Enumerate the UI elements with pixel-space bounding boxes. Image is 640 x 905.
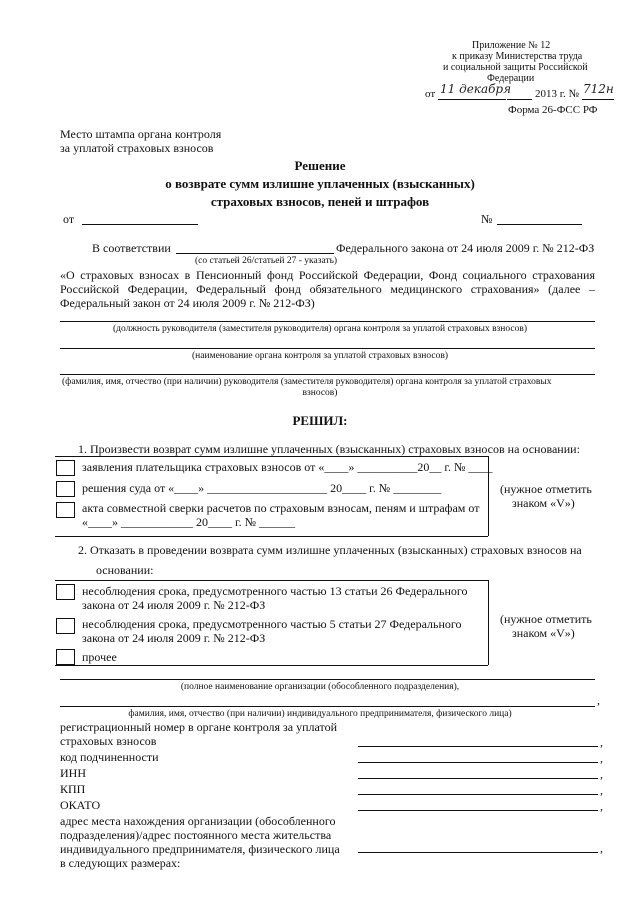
org-name-field[interactable]: [60, 679, 595, 680]
fio-caption: фамилия, имя, отчество (при наличии) индивидуального предпринимателя, физического лица): [128, 709, 512, 719]
item2-option-art26-2: закона от 24 июля 2009 г. № 212-ФЗ: [82, 598, 266, 612]
item1-option-court: решения суда от «____» ____________________ 20____ г. № ________: [82, 481, 442, 495]
accordance-prefix: В соответствии: [92, 241, 171, 255]
reg-number-field[interactable]: [358, 746, 598, 747]
reg-number-label: регистрационный номер в органе контроля за уплатой: [60, 720, 338, 734]
item1-option-application: заявления плательщика страховых взносов от «____» __________20__ г. № ____: [82, 460, 493, 474]
item2-note-2: знаком «V»): [512, 626, 575, 640]
item1-checkbox-court[interactable]: [56, 481, 75, 497]
from-date-field[interactable]: [82, 224, 198, 225]
annex-line-3: и социальной защиты Российской: [443, 62, 588, 73]
fio-field[interactable]: [60, 706, 595, 707]
item1-checkbox-reconciliation[interactable]: [56, 502, 75, 518]
item1-option-reconciliation: акта совместной сверки расчетов по страховым взносам, пеням и штрафам от: [82, 501, 480, 515]
head-fio-caption: (фамилия, имя, отчество (при наличии) руководителя (заместителя руководителя) органа контроля за уплатой страховых: [62, 377, 552, 387]
item1-note: (нужное отметить: [500, 482, 592, 496]
amounts-label: в следующих размерах:: [60, 856, 181, 870]
sub-code-label: код подчиненности: [60, 750, 159, 764]
fio-field-comma: ,: [597, 693, 600, 707]
item2-text-2: основании:: [96, 563, 154, 577]
head-fio-field[interactable]: [60, 374, 595, 375]
address-label: адрес места нахождения организации (обособленного: [60, 814, 336, 828]
head-fio-caption-2: взносов): [302, 388, 338, 398]
inn-comma: ,: [600, 767, 603, 781]
item2-option-other: прочее: [82, 650, 117, 664]
item2-option-art27-2: закона от 24 июля 2009 г. № 212-ФЗ: [82, 631, 266, 645]
document-title-line-3: страховых взносов, пеней и штрафов: [210, 194, 430, 209]
accordance-suffix: Федерального закона от 24 июля 2009 г. № 212-ФЗ: [336, 241, 595, 255]
head-position-field[interactable]: [60, 321, 595, 322]
article-field[interactable]: [176, 253, 334, 254]
document-title-line-2: о возврате сумм излишне уплаченных (взысканных): [165, 176, 475, 191]
okato-comma: ,: [600, 799, 603, 813]
inn-field[interactable]: [358, 778, 598, 779]
item2-checkbox-art26[interactable]: [56, 584, 75, 600]
item2-table-top: [55, 580, 488, 581]
document-title: Решение: [294, 158, 346, 173]
decision-number-field[interactable]: [497, 224, 582, 225]
item1-table-bottom: [55, 536, 488, 537]
annex-line-4: Федерации: [487, 73, 535, 84]
law-full-title: «О страховых взносах в Пенсионный фонд Российской Федерации, Фонд социального страхования Российской Федерации, Федеральный фонд обязательного медицинского страхования» (далее – Федеральный закон от 24 июля 2009 г. № 212-ФЗ): [60, 268, 595, 310]
item2-note: (нужное отметить: [500, 612, 592, 626]
organ-name-caption: (наименование органа контроля за уплатой страховых взносов): [192, 351, 448, 361]
address-field[interactable]: [358, 852, 598, 853]
item1-option-reconciliation-date: «____» ____________ 20____ г. № ______: [82, 515, 296, 529]
kpp-comma: ,: [600, 783, 603, 797]
order-date-prefix: от: [425, 88, 436, 100]
item1-table-top: [55, 456, 488, 457]
okato-label: ОКАТО: [60, 798, 101, 812]
article-hint: (со статьей 26/статьей 27 - указать): [195, 256, 338, 266]
order-date-line: [438, 99, 506, 100]
item2-option-art27: несоблюдения срока, предусмотренного частью 5 статьи 27 Федерального: [82, 617, 462, 631]
address-label-3: индивидуального предпринимателя, физического лица: [60, 842, 340, 856]
inn-label: ИНН: [60, 766, 86, 780]
item2-option-art26: несоблюдения срока, предусмотренного частью 13 статьи 26 Федерального: [82, 584, 468, 598]
from-label: от: [63, 212, 75, 226]
kpp-field[interactable]: [358, 794, 598, 795]
org-name-caption: (полное наименование организации (обособленного подразделения),: [180, 682, 460, 692]
address-comma: ,: [600, 841, 603, 855]
reg-number-comma: ,: [600, 735, 603, 749]
reg-number-label-2: страховых взносов: [60, 734, 157, 748]
item1-checkbox-application[interactable]: [56, 460, 75, 476]
item2-checkbox-other[interactable]: [56, 649, 75, 665]
address-label-2: подразделения)/адрес постоянного места жительства: [60, 828, 332, 842]
order-year: 2013 г. №: [535, 88, 580, 100]
sub-code-field[interactable]: [358, 762, 598, 763]
stamp-place-line-2: за уплатой страховых взносов: [60, 141, 214, 155]
sub-code-comma: ,: [600, 751, 603, 765]
order-date-handwritten: 11 декабря: [440, 82, 512, 96]
decided-heading: РЕШИЛ:: [292, 413, 348, 428]
number-sign: №: [481, 212, 493, 226]
item2-table-divider: [488, 580, 489, 665]
annex-line-2: к приказу Министерства труда: [452, 51, 583, 62]
head-position-caption: (должность руководителя (заместителя руководителя) органа контроля за уплатой страховых взносов): [112, 324, 527, 334]
order-number-handwritten: 712н: [583, 82, 614, 96]
item2-table-bottom: [55, 665, 488, 666]
item2-checkbox-art27[interactable]: [56, 618, 75, 634]
item1-note-2: знаком «V»): [512, 496, 575, 510]
item1-text: 1. Произвести возврат сумм излишне уплаченных (взысканных) страховых взносов на основании:: [78, 442, 580, 456]
form-name: Форма 26-ФСС РФ: [508, 104, 598, 116]
order-number-line: [582, 99, 614, 100]
annex-line-1: Приложение № 12: [472, 40, 551, 51]
organ-name-field[interactable]: [60, 348, 595, 349]
kpp-label: КПП: [60, 782, 86, 796]
okato-field[interactable]: [358, 810, 598, 811]
item2-text: 2. Отказать в проведении возврата сумм излишне уплаченных (взысканных) страховых взносов на: [78, 543, 582, 557]
order-date-line-2: [507, 99, 532, 100]
stamp-place-line-1: Место штампа органа контроля: [60, 127, 222, 141]
